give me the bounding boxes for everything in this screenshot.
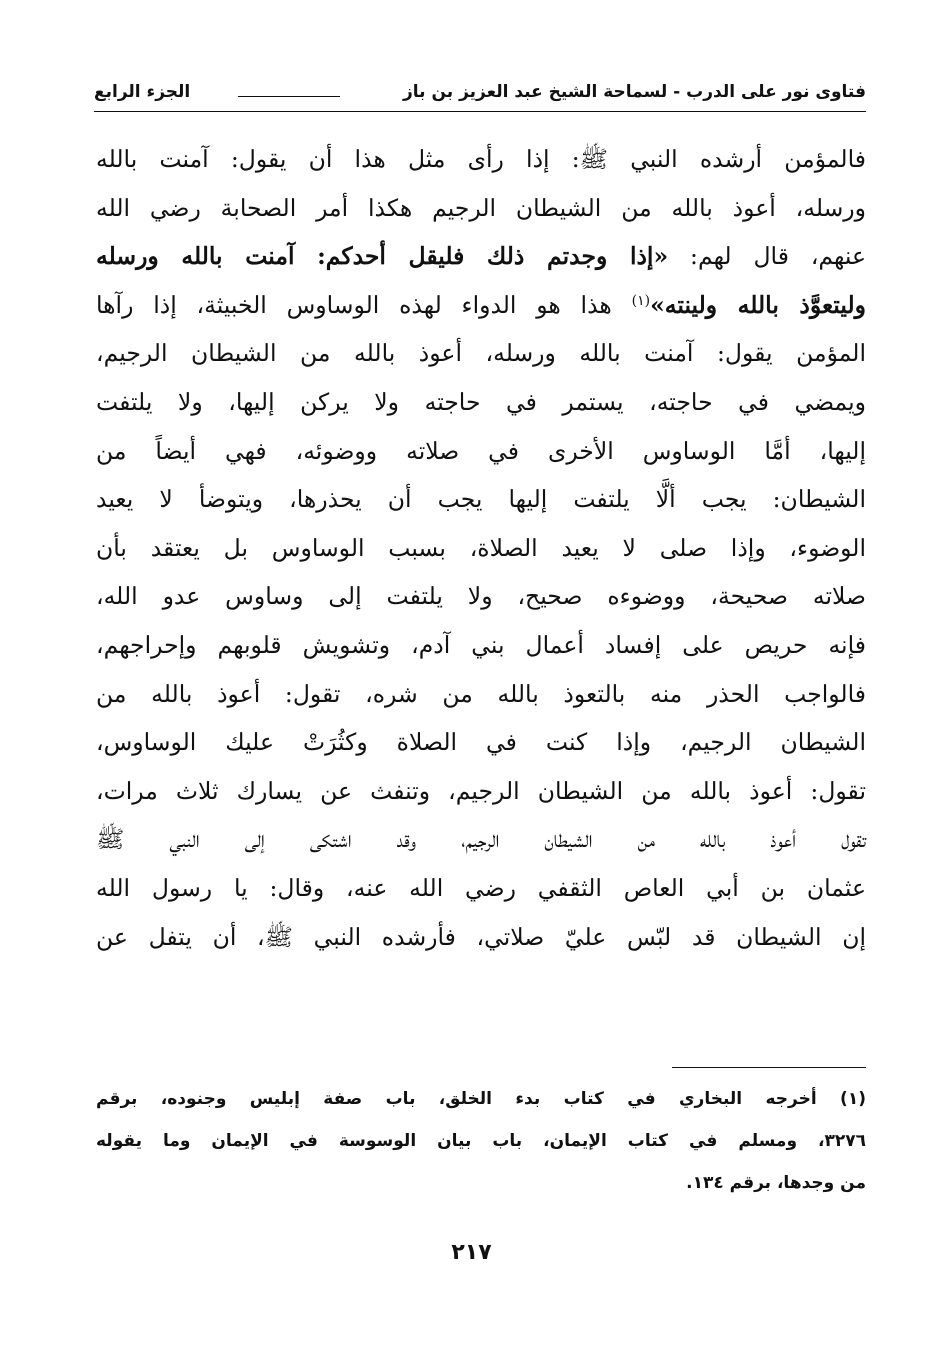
text-line: المؤمن يقول: آمنت بالله ورسله، أعوذ بالله من الشيطان الرجيم، <box>96 339 866 368</box>
body-text <box>96 135 866 961</box>
line-text: عنهم، قال لهم: <box>668 242 866 271</box>
text-line <box>96 281 866 330</box>
book-title: فتاوى نور على الدرب - لسماحة الشيخ عبد العزيز بن باز <box>403 82 866 102</box>
text-line <box>96 232 866 281</box>
hadith-quote: وليتعوَّذ بالله ولينته» <box>650 290 866 319</box>
text-line: تقول: أعوذ بالله من الشيطان الرجيم، وتنفث عن يسارك ثلاث مرات، <box>96 776 866 805</box>
text-line: إن الشيطان قد لبّس عليّ صلاتي، فأرشده النبي ﷺ، أن يتفل عن <box>96 922 866 951</box>
text-line: فإنه حريص على إفساد أعمال بني آدم، وتشويش قلوبهم وإحراجهم، <box>96 630 866 659</box>
text-line: الشيطان الرجيم، وإذا كنت في الصلاة وكثُرَتْ عليك الوساوس، <box>96 728 866 757</box>
footnote-separator <box>672 1067 866 1068</box>
text-line: الشيطان: يجب ألَّا يلتفت إليها يجب أن يحذرها، ويتوضأ لا يعيد <box>96 485 866 514</box>
text-line: عثمان بن أبي العاص الثقفي رضي الله عنه، وقال: يا رسول الله <box>96 873 866 902</box>
text-line: ورسله، أعوذ بالله من الشيطان الرجيم هكذا أمر الصحابة رضي الله <box>96 193 866 222</box>
header-dash-rule <box>238 96 340 97</box>
text-line: فالواجب الحذر منه بالتعوذ بالله من شره، تقول: أعوذ بالله من <box>96 679 866 708</box>
hadith-quote: «إذا وجدتم ذلك فليقل أحدكم: آمنت بالله ورسله <box>96 242 669 271</box>
text-line: إليها، أمَّا الوساوس الأخرى في صلاته ووضوئه، فهي أيضاً من <box>96 436 866 465</box>
text-line: ويمضي في حاجته، يستمر في حاجته ولا يركن إليها، ولا يلتفت <box>96 387 866 416</box>
footnote <box>96 1078 866 1204</box>
header-rule <box>94 111 866 112</box>
line-text: هذا هو الدواء لهذه الوساوس الخبيثة، إذا رآها <box>96 290 632 319</box>
text-line: فالمؤمن أرشده النبي ﷺ: إذا رأى مثل هذا أن يقول: آمنت بالله <box>96 145 866 173</box>
footnote-line: ٣٢٧٦، ومسلم في كتاب الإيمان، باب بيان الوسوسة في الإيمان وما يقوله <box>96 1131 866 1151</box>
footnote-reference: (١) <box>631 292 651 309</box>
text-line: صلاته صحيحة، ووضوءه صحيح، ولا يلتفت إلى وساوس عدو الله، <box>96 582 866 611</box>
page-number: ٢١٧ <box>451 1240 492 1265</box>
footnote-line: من وجدها، برقم ١٣٤. <box>686 1173 866 1193</box>
footnote-line: (١) أخرجه البخاري في كتاب بدء الخلق، باب صفة إبليس وجنوده، برقم <box>96 1089 866 1109</box>
running-header <box>94 74 866 114</box>
text-line: الوضوء، وإذا صلى لا يعيد الصلاة، بسبب الوساوس بل يعتقد بأن <box>96 533 866 562</box>
text-line: تقول أعوذ بالله من الشيطان الرجيم، وقد اشتكى إلى النبي ﷺ <box>96 825 866 854</box>
volume-label: الجزء الرابع <box>94 82 191 102</box>
